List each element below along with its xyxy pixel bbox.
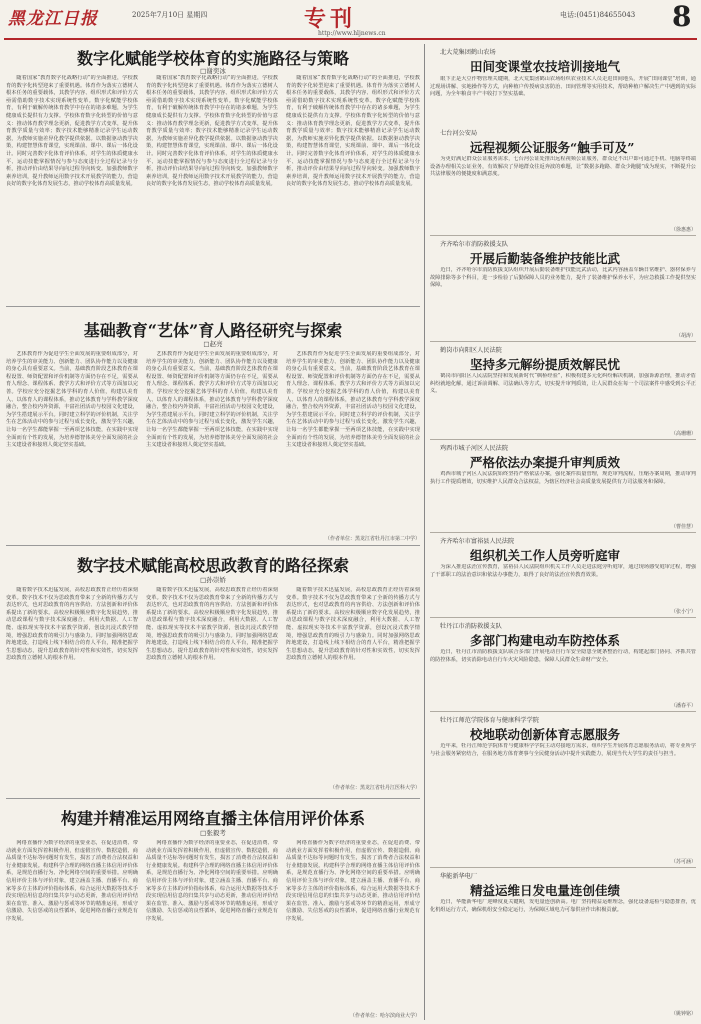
brief-org: 七台河公安局 [440, 130, 478, 137]
brief-author-note: （潘春平） [670, 703, 696, 709]
article-separator [6, 306, 420, 307]
brief-body: 近年来，牡丹江师范学院体育与健康科学学院主动对接地方需求，组织学生开展体育志愿服务活动，将专业所学与社会服务紧密结合，在服务地方体育赛事与全民健身活动中提升实践能力，展现当代大学生的责任与担当。 [430, 743, 696, 757]
article-body-col3: 随着数字技术迅猛发展，高校思政教育正经历着深刻变革。数字技术不仅为思政教育带来了全新的传播方式与表达形式，也对思政教育的内容供给、方法创新和评价体系提出了新的要求。高校应积极顺应数字化发展趋势，推动思政课程与数字技术深度融合，利用大数据、人工智能、虚拟现实等技术丰富教学资源，创设沉浸式教学情境，增强思政教育的吸引力与感染力。同时加强网络思政阵地建设，打造线上线下相结合的育人平台，精准把握学生思想动态，提升思政教育的针对性和实效性，切实发挥思政教育立德树人的根本作用。 [286, 587, 420, 662]
brief-org: 齐齐哈尔市消防救援支队 [440, 241, 509, 248]
brief-author-note: （徐惠惠） [670, 227, 696, 233]
brief-separator [430, 235, 696, 236]
brief-separator [430, 867, 696, 868]
article-title: 基础教育“艺体”育人路径研究与探索 [83, 321, 343, 340]
brief-title: 严格依法办案提升审判质效 [470, 455, 621, 470]
brief-body: 为深入推进法治宣传教育，富裕县人民法院组织机关工作人员走进法庭旁听庭审，通过现场感受庭审过程，增强了干部职工的法治意识和依法办事能力，取得了良好的法治宣传教育效果。 [430, 564, 696, 578]
article-body-col3: 艺体教育作为促进学生全面发展的重要组成部分，对培养学生的审美能力、创新能力、团队协作能力以及健康的身心具有重要意义。当前，基础教育阶段艺体教育在课程设置、师资配置和评价机制等方面仍存在不足，需要从育人理念、课程体系、教学方式和评价方式等方面加以完善。学校应充分挖掘艺体学科的育人价值，构建以美育人、以体育人的课程体系，推动艺体教育与学科教学深度融合，整合校内外资源，丰富社团活动与校园文化建设，为学生搭建展示平台。同时建立科学的评价机制，关注学生在艺体活动中的参与过程与成长变化，激发学生兴趣，让每一名学生都能掌握一至两项艺体技能，在实践中实现全面而有个性的发展，为培养德智体美劳全面发展的社会主义建设者和接班人奠定坚实基础。 [286, 351, 420, 449]
newspaper-brand: 黑龙江日报 [8, 9, 98, 29]
column-divider [424, 44, 425, 1020]
brief-org: 华能新华电厂 [440, 873, 478, 880]
article-byline: □谢奕冰 [200, 67, 226, 75]
article-author-note: （作者单位：哈尔滨商业大学） [349, 1013, 420, 1019]
brief-org: 牡丹江市消防救援支队 [440, 623, 502, 630]
brief-title: 精益运维日发电量连创佳绩 [470, 883, 621, 898]
article-body: 随着国家“教育数字化战略行动”的全面推进，学校教育的数字化转型迎来了重要机遇。体育作为落实立德树人根本任务的重要载体，其教学内容、组织形式和评价方式亟需借助数字技术实现系统性变革。数字化赋能学校体育，有利于破解传统体育教学中存在的诸多难题，为学生健康成长提供有力支撑。学校体育数字化转型的价值与意义：推动体育教学理念更新，促进教学方式变革，提升体育教学质量与效率；数字技术能够精准记录学生运动数据，为教师实施差异化教学提供依据。以数据驱动教学决策，构建智慧体育课堂，实现课前、课中、课后一体化设计。同时完善数字化体育评价体系，对学生的体质健康水平、运动技能掌握情况与参与态度进行全过程记录与分析，推动评价由结果导向向过程导向转变。加强教师数字素养培训，提升教师运用数字技术开展教学的能力，营造良好的数字化体育发展生态，推动学校体育高质量发展。 [6, 75, 138, 188]
article-title: 数字技术赋能高校思政教育的路径探索 [76, 556, 349, 575]
brief-org: 北大荒集团鹤山农场 [440, 49, 496, 56]
article-body: 艺体教育作为促进学生全面发展的重要组成部分，对培养学生的审美能力、创新能力、团队协作能力以及健康的身心具有重要意义。当前，基础教育阶段艺体教育在课程设置、师资配置和评价机制等方面仍存在不足，需要从育人理念、课程体系、教学方式和评价方式等方面加以完善。学校应充分挖掘艺体学科的育人价值，构建以美育人、以体育人的课程体系，推动艺体教育与学科教学深度融合，整合校内外资源，丰富社团活动与校园文化建设，为学生搭建展示平台。同时建立科学的评价机制，关注学生在艺体活动中的参与过程与成长变化，激发学生兴趣，让每一名学生都能掌握一至两项艺体技能，在实践中实现全面而有个性的发展，为培养德智体美劳全面发展的社会主义建设者和接班人奠定坚实基础。 [6, 351, 138, 449]
brief-title: 校地联动创新体育志愿服务 [470, 727, 621, 742]
masthead [0, 0, 701, 40]
brief-body: 近日，齐齐哈尔市消防救援支队组织开展后勤装备维护技能比武活动，比武内容涵盖车辆日常维护、器材保养与故障排除等多个科目，进一步检验了后勤保障人员的业务能力，提升了装备维护保养水平，为应急救援工作提供坚实保障。 [430, 267, 696, 289]
article-body-col2: 随着数字技术迅猛发展，高校思政教育正经历着深刻变革。数字技术不仅为思政教育带来了全新的传播方式与表达形式，也对思政教育的内容供给、方法创新和评价体系提出了新的要求。高校应积极顺应数字化发展趋势，推动思政课程与数字技术深度融合，利用大数据、人工智能、虚拟现实等技术丰富教学资源，创设沉浸式教学情境，增强思政教育的吸引力与感染力。同时加强网络思政阵地建设，打造线上线下相结合的育人平台，精准把握学生思想动态，提升思政教育的针对性和实效性，切实发挥思政教育立德树人的根本作用。 [146, 587, 278, 662]
article-separator [6, 545, 420, 546]
brief-org: 齐齐哈尔市富裕县人民法院 [440, 538, 515, 545]
article-byline: □张毅考 [200, 829, 226, 837]
article-byline: □孙崇娇 [200, 576, 226, 584]
brief-author-note: （张小宁） [670, 609, 696, 615]
masthead-rule [4, 38, 697, 40]
article-body-col2: 网络直播作为数字经济的重要业态，在促进消费、带动就业方面发挥着积极作用，但虚假宣传、数据造假、商品质量不达标等问题时有发生，损害了消费者合法权益和行业健康发展。构建科学合理的网络直播主体信用评价体系，是规范直播行为、净化网络空间的重要举措。应明确信用评价主体与评价对象，建立涵盖主播、直播平台、商家等多方主体的评价指标体系，综合运用大数据等技术手段实现信用信息的归集共享与动态更新，推动信用评价结果在监管、准入、激励与惩戒等环节的精准运用，形成守信激励、失信惩戒的良性循环，促进网络直播行业规范有序发展。 [146, 840, 278, 922]
article-body-col3: 网络直播作为数字经济的重要业态，在促进消费、带动就业方面发挥着积极作用，但虚假宣传、数据造假、商品质量不达标等问题时有发生，损害了消费者合法权益和行业健康发展。构建科学合理的网络直播主体信用评价体系，是规范直播行为、净化网络空间的重要举措。应明确信用评价主体与评价对象，建立涵盖主播、直播平台、商家等多方主体的评价指标体系，综合运用大数据等技术手段实现信用信息的归集共享与动态更新，推动信用评价结果在监管、准入、激励与惩戒等环节的精准运用，形成守信激励、失信惩戒的良性循环，促进网络直播行业规范有序发展。 [286, 840, 420, 922]
brief-separator [430, 439, 696, 440]
article-author-note: （作者单位：黑龙江省牡丹江医科大学） [329, 785, 420, 791]
site-url: http://www.hljnews.cn [318, 30, 386, 37]
brief-org: 鸡西市城子河区人民法院 [440, 445, 509, 452]
brief-title: 开展后勤装备维护技能比武 [470, 251, 621, 266]
section-title: 专刊 [304, 6, 357, 32]
brief-title: 坚持多元解纷提质效解民忧 [470, 357, 621, 372]
article-title: 数字化赋能学校体育的实施路径与策略 [76, 49, 349, 68]
article-separator [6, 798, 420, 799]
brief-separator [430, 341, 696, 342]
brief-author-note: （高珊珊） [670, 431, 696, 437]
article-title: 构建并精准运用网络直播主体信用评价体系 [60, 809, 365, 828]
brief-author-note: （曹佳慧） [670, 524, 696, 530]
brief-author-note: （姚钟铭） [670, 1011, 696, 1017]
publication-date: 2025年7月10日 星期四 [132, 11, 208, 19]
phone-number: 电话:(0451)84655043 [560, 11, 636, 19]
article-body-col2: 艺体教育作为促进学生全面发展的重要组成部分，对培养学生的审美能力、创新能力、团队协作能力以及健康的身心具有重要意义。当前，基础教育阶段艺体教育在课程设置、师资配置和评价机制等方面仍存在不足，需要从育人理念、课程体系、教学方式和评价方式等方面加以完善。学校应充分挖掘艺体学科的育人价值，构建以美育人、以体育人的课程体系，推动艺体教育与学科教学深度融合，整合校内外资源，丰富社团活动与校园文化建设，为学生搭建展示平台。同时建立科学的评价机制，关注学生在艺体活动中的参与过程与成长变化，激发学生兴趣，让每一名学生都能掌握一至两项艺体技能，在实践中实现全面而有个性的发展，为培养德智体美劳全面发展的社会主义建设者和接班人奠定坚实基础。 [146, 351, 278, 449]
brief-body: 眼下正是大豆作物管理关键期，北大荒集团鹤山农场组织农业技术人员走进田间地头，开展“田间课堂”培训，通过现场讲解、实地操作等方式，向种植户传授病虫害防治、田间管理等实用技术，帮助种植户解决生产中遇到的实际问题，为全年粮食丰产丰收打下坚实基础。 [430, 76, 696, 98]
brief-body: 鸡西市城子河区人民法院始终坚持严格依法办案，强化案件质量管理，规范审判流程，压缩办案周期，推动审判执行工作提质增效，切实维护人民群众合法权益，为辖区经济社会高质量发展提供有力司法服务和保障。 [430, 471, 696, 485]
article-body: 网络直播作为数字经济的重要业态，在促进消费、带动就业方面发挥着积极作用，但虚假宣传、数据造假、商品质量不达标等问题时有发生，损害了消费者合法权益和行业健康发展。构建科学合理的网络直播主体信用评价体系，是规范直播行为、净化网络空间的重要举措。应明确信用评价主体与评价对象，建立涵盖主播、直播平台、商家等多方主体的评价指标体系，综合运用大数据等技术手段实现信用信息的归集共享与动态更新，推动信用评价结果在监管、准入、激励与惩戒等环节的精准运用，形成守信激励、失信惩戒的良性循环，促进网络直播行业规范有序发展。 [6, 840, 138, 922]
article-byline: □赵亮 [203, 340, 223, 348]
brief-author-note: （苏可涵） [670, 859, 696, 865]
brief-org: 鹤岗市向阳区人民法院 [440, 347, 502, 354]
article-author-note: （作者单位：黑龙江省牡丹江市第二中学） [324, 536, 420, 542]
brief-body: 为更好满足群众公证服务需求，七台河公证处推出远程视频公证服务，群众足不出户即可通过手机、电脑等终端设备办理相关公证业务，有效解决了异地群众往返奔波的难题，让“数据多跑路、群众少跑腿”成为现实，不断提升公共法律服务的便捷度和满意度。 [430, 156, 696, 178]
brief-body: 近日，华能新华电厂迎峰度夏关键期，发电量连创新高。电厂坚持精益运维理念，强化设备巡检与隐患排查，优化机组运行方式，确保机组安全稳定运行，为保障区域电力可靠供应作出积极贡献。 [430, 899, 696, 913]
brief-title: 远程视频公证服务“触手可及” [470, 140, 635, 155]
article-body: 随着数字技术迅猛发展，高校思政教育正经历着深刻变革。数字技术不仅为思政教育带来了全新的传播方式与表达形式，也对思政教育的内容供给、方法创新和评价体系提出了新的要求。高校应积极顺应数字化发展趋势，推动思政课程与数字技术深度融合，利用大数据、人工智能、虚拟现实等技术丰富教学资源，创设沉浸式教学情境，增强思政教育的吸引力与感染力。同时加强网络思政阵地建设，打造线上线下相结合的育人平台，精准把握学生思想动态，提升思政教育的针对性和实效性，切实发挥思政教育立德树人的根本作用。 [6, 587, 138, 662]
brief-title: 田间变课堂农技培训接地气 [470, 59, 621, 74]
brief-org: 牡丹江师范学院体育与健康科学学院 [440, 717, 539, 724]
article-body-col3: 随着国家“教育数字化战略行动”的全面推进，学校教育的数字化转型迎来了重要机遇。体育作为落实立德树人根本任务的重要载体，其教学内容、组织形式和评价方式亟需借助数字技术实现系统性变革。数字化赋能学校体育，有利于破解传统体育教学中存在的诸多难题，为学生健康成长提供有力支撑。学校体育数字化转型的价值与意义：推动体育教学理念更新，促进教学方式变革，提升体育教学质量与效率；数字技术能够精准记录学生运动数据，为教师实施差异化教学提供依据。以数据驱动教学决策，构建智慧体育课堂，实现课前、课中、课后一体化设计。同时完善数字化体育评价体系，对学生的体质健康水平、运动技能掌握情况与参与态度进行全过程记录与分析，推动评价由结果导向向过程导向转变。加强教师数字素养培训，提升教师运用数字技术开展教学的能力，营造良好的数字化体育发展生态，推动学校体育高质量发展。 [286, 75, 420, 188]
brief-title: 多部门构建电动车防控体系 [470, 633, 621, 648]
page-number: 8 [672, 0, 692, 33]
brief-title: 组织机关工作人员旁听庭审 [470, 548, 621, 563]
brief-author-note: （胡涛） [675, 333, 696, 339]
brief-separator [430, 617, 696, 618]
article-body-col2: 随着国家“教育数字化战略行动”的全面推进，学校教育的数字化转型迎来了重要机遇。体育作为落实立德树人根本任务的重要载体，其教学内容、组织形式和评价方式亟需借助数字技术实现系统性变革。数字化赋能学校体育，有利于破解传统体育教学中存在的诸多难题，为学生健康成长提供有力支撑。学校体育数字化转型的价值与意义：推动体育教学理念更新，促进教学方式变革，提升体育教学质量与效率；数字技术能够精准记录学生运动数据，为教师实施差异化教学提供依据。以数据驱动教学决策，构建智慧体育课堂，实现课前、课中、课后一体化设计。同时完善数字化体育评价体系，对学生的体质健康水平、运动技能掌握情况与参与态度进行全过程记录与分析，推动评价由结果导向向过程导向转变。加强教师数字素养培训，提升教师运用数字技术开展教学的能力，营造良好的数字化体育发展生态，推动学校体育高质量发展。 [146, 75, 278, 188]
brief-separator [430, 711, 696, 712]
brief-body: 近日，牡丹江市消防救援支队联合多部门开展电动自行车安全隐患全链条整治行动，构建起部门协同、齐抓共管的防控体系，切实消除电动自行车火灾风险隐患，保障人民群众生命财产安全。 [430, 649, 696, 663]
brief-body: 鹤岗市向阳区人民法院坚持和发展新时代“枫桥经验”，积极构建多元化纠纷解决机制，加强诉源治理，推动矛盾纠纷就地化解，通过诉前调解、司法确认等方式，切实提升审判质效，让人民群众在每一个司法案件中感受到公平正义。 [430, 373, 696, 395]
brief-separator [430, 532, 696, 533]
